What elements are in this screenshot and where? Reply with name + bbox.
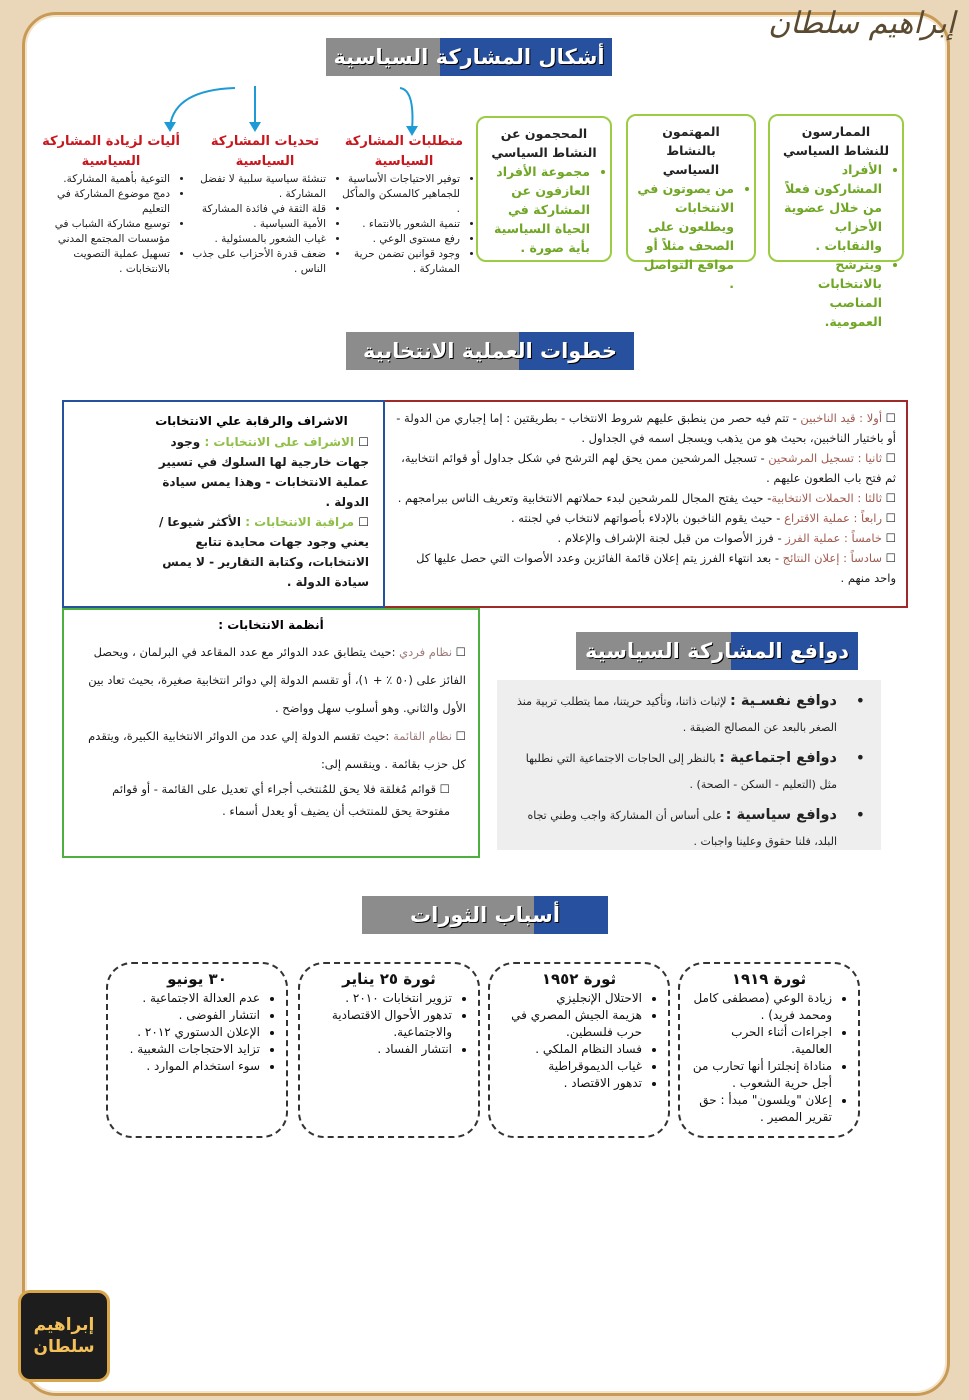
revolution-card-1919 — [678, 962, 860, 1138]
systems-title: أنظمة الانتخابات : — [218, 618, 324, 632]
list-item: • هزيمة الجيش المصري في حرب فلسطين. — [500, 1007, 642, 1041]
list-item: • تنشئة سياسية سلبية لا تفضل المشاركة . — [192, 172, 326, 202]
banner-forms-of-participation: أشكال المشاركة السياسية — [326, 38, 612, 76]
list-item: • مجموعة الأفراد العازفون عن المشاركة في الحياة السياسية بأية صورة . — [486, 162, 590, 257]
author-signature: إبراهيم سلطان — [768, 6, 955, 41]
system-text: :حيث يتطابق عدد الدوائر مع عدد المقاعد في البرلمان ، ويحصل الفائز على (٥٠ ٪ + ١)، أو تقسم الدولة إلي دوائر انتخابية صغيرة، بحيث تعاد بين الأول والثاني. وهو أسلوب سهل وواضح . — [88, 645, 466, 715]
list-item: • انتشار الفوضى . — [118, 1007, 260, 1024]
revolution-title: ثورة ١٩١٩ — [731, 970, 807, 988]
supervision-box — [62, 400, 385, 608]
step-text: - تسجيل المرشحين ممن يحق لهم الترشح في شكل جداول أو قوائم انتخابية، ثم فتح باب الطعون عليهم . — [401, 451, 896, 485]
requirements-column — [336, 132, 472, 277]
arrows-diagram — [150, 78, 430, 138]
list-item: • تزايد الاحتجاجات الشعبية . — [118, 1041, 260, 1058]
list-item: • من يصوتون في الانتخابات ويطلعون على الصحف مثلاً أو مواقع التواصل . — [636, 179, 734, 293]
step-text: - فرز الأصوات من قبل لجنة الإشراف والإعلام . — [557, 531, 786, 545]
revolution-card-june30 — [106, 962, 288, 1138]
supervision-text: وجود جهات خارجية لها السلوك في تسيير عملية الانتخابات - وهذا يمس سيادة الدولة . — [158, 435, 369, 509]
mechanisms-column — [40, 132, 182, 277]
system-item: ☐ نظام فردي :حيث يتطابق عدد الدوائر مع عدد المقاعد في البرلمان ، ويحصل الفائز على (٥٠ ٪ + ١)، أو تقسم الدولة إلي دوائر انتخابية صغيرة، بحيث تعاد بين الأول والثاني. وهو أسلوب سهل وواضح . — [88, 645, 466, 715]
requirements-title: متطلبات المشاركة السياسية — [344, 134, 464, 169]
step-label: سادساً : إعلان النتائج — [782, 551, 883, 565]
motive-text: بالنظر إلى الحاجات الاجتماعية التي نطلبها مثل (التعليم - السكن - الصحة) . — [525, 752, 837, 791]
list-item: • تزوير انتخابات ٢٠١٠ . — [310, 990, 452, 1007]
list-item: • اجراءات أثناء الحرب العالمية. — [690, 1024, 832, 1058]
logo-text: إبراهيم — [33, 1315, 95, 1335]
list-item: • ضعف قدرة الأحزاب على جذب الناس . — [192, 247, 326, 277]
banner-revolution-causes: أسباب الثورات — [362, 896, 608, 934]
banner-election-steps: خطوات العملية الانتخابية — [346, 332, 634, 370]
list-item: • زيادة الوعي (مصطفى كامل ومحمد فريد) . — [690, 990, 832, 1024]
challenges-title: تحديات المشاركة السياسية — [210, 134, 320, 169]
list-item: • توسيع مشاركة الشباب في مؤسسات المجتمع المدني — [40, 217, 170, 247]
step-label: خامساً : عملية الفرز — [785, 531, 883, 545]
supervision-text: الأكثر شيوعا / يعني وجود جهات محايدة تتابع الانتخابات، وكتابة التقارير - لا يمس سيادة الدولة . — [158, 515, 369, 589]
supervision-item: ☐ مراقبة الانتخابات : الأكثر شيوعا / يعني وجود جهات محايدة تتابع الانتخابات، وكتابة التقارير - لا يمس سيادة الدولة . — [158, 515, 369, 589]
motive-label: دوافع اجتماعية : — [719, 750, 837, 766]
step-text: - بعد انتهاء الفرز يتم إعلان قائمة الفائزين وعدد الأصوات التي حصل عليها كل واحد منهم . — [416, 551, 896, 585]
list-item: • ويترشح بالانتخابات المناصب العمومية. — [778, 255, 882, 331]
card-title: المحجمون عن النشاط السياسي — [491, 126, 597, 160]
challenges-column — [192, 132, 338, 277]
motive-text: لإثبات ذاتنا، وتأكيد حريتنا، مما يتطلب تربية منذ الصغر بالبعد عن المصالح الضيقة . — [517, 695, 837, 734]
systems-box — [62, 608, 480, 858]
supervision-label: مراقبة الانتخابات : — [245, 515, 355, 529]
list-item: • تنمية الشعور بالانتماء . — [336, 217, 460, 232]
list-item: • دمج موضوع المشاركة في التعليم — [40, 187, 170, 217]
list-item: • تسهيل عملية التصويت بالانتخابات . — [40, 247, 170, 277]
list-item: • توفير الاحتياجات الأساسية للجماهير كالمسكن والمأكل . — [336, 172, 460, 217]
card-title: الممارسون للنشاط السياسي — [782, 124, 890, 158]
supervision-title: الاشراف والرقابة علي الانتخابات — [155, 414, 348, 428]
step-label: رابعاً : عملية الاقتراع — [784, 511, 883, 525]
step-text: - تتم فيه حصر من ينطبق عليهم شروط الانتخاب - بطريقتين : إما إجباري من الدولة - أو باختيار الناخبين، بحيث هو من يذهب ويسجل اسمه في الجداول . — [396, 411, 896, 445]
list-item: • الاحتلال الإنجليزي — [500, 990, 642, 1007]
motive-item: • دوافع سياسية : على أساس أن المشاركة واجب وطني تجاه البلد، فلنا حقوق وعلينا واجبات . — [527, 805, 865, 848]
motive-item: • دوافع اجتماعية : بالنظر إلى الحاجات الاجتماعية التي نطلبها مثل (التعليم - السكن - الصحة) . — [525, 748, 865, 791]
system-text: قوائم مُغلقة فلا يحق للمُنتخب أجراء أي تعديل على القائمة - أو قوائم مفتوحة يحق للمنتخب أن يضيف أو يعدل أسماء . — [112, 782, 450, 818]
list-item: • مناداة إنجلترا أنها تحارب من أجل حرية الشعوب . — [690, 1058, 832, 1092]
supervision-label: الاشراف على الانتخابات : — [204, 435, 355, 449]
revolution-title: ٣٠ يونيو — [167, 970, 227, 988]
step-item: ☐ ثانيا : تسجيل المرشحين - تسجيل المرشحين ممن يحق لهم الترشح في شكل جداول أو قوائم انتخابية، ثم فتح باب الطعون عليهم . — [401, 451, 896, 485]
list-item: • إعلان "ويلسون" مبدأ : حق تقرير المصير . — [690, 1092, 832, 1126]
system-label: نظام القائمة — [393, 729, 453, 743]
step-label: ثانيا : تسجيل المرشحين — [768, 451, 883, 465]
list-item: • انتشار الفساد . — [310, 1041, 452, 1058]
list-item: • وجود قوانين تضمن حرية المشاركة . — [336, 247, 460, 277]
list-item: • سوء استخدام الموارد . — [118, 1058, 260, 1075]
step-item: ☐ سادساً : إعلان النتائج - بعد انتهاء الفرز يتم إعلان قائمة الفائزين وعدد الأصوات التي حصل عليها كل واحد منهم . — [416, 551, 896, 585]
motives-box — [497, 680, 881, 850]
list-item: • غياب الديموقراطية — [500, 1058, 642, 1075]
step-item: ☐ ثالثا : الحملات الانتخابية- حيث يفتح المجال للمرشحين لبدء حملاتهم الانتخابية وتعريف الناس ببرامجهم . — [397, 491, 896, 505]
supervision-item: ☐ الاشراف على الانتخابات : وجود جهات خارجية لها السلوك في تسيير عملية الانتخابات - وهذا يمس سيادة الدولة . — [158, 435, 369, 509]
motive-label: دوافع نفسـية : — [729, 693, 837, 709]
step-text: - حيث يقوم الناخبون بالإدلاء بأصواتهم لانتخاب في لجنته . — [510, 511, 785, 525]
step-label: ثالثا : الحملات الانتخابية — [771, 491, 883, 505]
banner-motives: دوافع المشاركة السياسية — [576, 632, 858, 670]
step-item: ☐ خامساً : عملية الفرز - فرز الأصوات من قبل لجنة الإشراف والإعلام . — [557, 531, 896, 545]
step-item: ☐ رابعاً : عملية الاقتراع - حيث يقوم الناخبون بالإدلاء بأصواتهم لانتخاب في لجنته . — [510, 511, 896, 525]
list-item: • الأمية السياسية . — [192, 217, 326, 232]
list-item: • الأفراد المشاركون فعلاً من خلال عضوية الأحزاب والنقابات . — [778, 160, 882, 255]
list-item: • فساد النظام الملكي . — [500, 1041, 642, 1058]
revolution-title: ثورة ١٩٥٢ — [541, 970, 617, 988]
system-label: نظام فردي — [399, 645, 453, 659]
system-item: ☐ نظام القائمة :حيث تقسم الدولة إلي عدد من الدوائر الانتخابية الكبيرة، ويتقدم كل حزب بقائمة . وينقسم إلى: — [88, 729, 466, 771]
system-text: :حيث تقسم الدولة إلي عدد من الدوائر الانتخابية الكبيرة، ويتقدم كل حزب بقائمة . وينقسم إلى: — [88, 729, 466, 771]
card-title: المهتمون بالنشاط السياسي — [662, 124, 720, 177]
list-item: • الإعلان الدستوري ٢٠١٢ . — [118, 1024, 260, 1041]
list-item: • تدهور الأحوال الاقتصادية والاجتماعية. — [310, 1007, 452, 1041]
card-practitioners — [768, 114, 904, 329]
list-item: • قلة الثقة في فائدة المشاركة — [192, 202, 326, 217]
revolution-title: ثورة ٢٥ يناير — [342, 970, 436, 988]
step-item: ☐ أولا : قيد الناخبين - تتم فيه حصر من ينطبق عليهم شروط الانتخاب - بطريقتين : إما إجباري من الدولة - أو باختيار الناخبين، بحيث هو من يذهب ويسجل اسمه في الجداول . — [396, 411, 896, 445]
revolution-card-jan25 — [298, 962, 480, 1138]
mechanisms-title: أليات لزيادة المشاركة السياسية — [42, 134, 180, 169]
list-item: • غياب الشعور بالمسئولية . — [192, 232, 326, 247]
list-item: • التوعية بأهمية المشاركة. — [40, 172, 170, 187]
motive-label: دوافع سياسية : — [725, 807, 837, 823]
logo-text: سلطان — [33, 1337, 95, 1357]
motive-text: على أساس أن المشاركة واجب وطني تجاه البلد، فلنا حقوق وعلينا واجبات . — [527, 809, 837, 848]
list-item: • تدهور الاقتصاد . — [500, 1075, 642, 1092]
card-abstainers — [476, 116, 612, 262]
steps-box — [383, 400, 908, 608]
system-item: ☐ قوائم مُغلقة فلا يحق للمُنتخب أجراء أي تعديل على القائمة - أو قوائم مفتوحة يحق للمنتخب أن يضيف أو يعدل أسماء . — [112, 782, 450, 818]
step-label: أولا : قيد الناخبين — [800, 411, 883, 425]
card-interested — [626, 114, 756, 291]
motive-item: • دوافع نفسـية : لإثبات ذاتنا، وتأكيد حريتنا، مما يتطلب تربية منذ الصغر بالبعد عن المصالح الضيقة . — [517, 691, 865, 734]
list-item: • عدم العدالة الاجتماعية . — [118, 990, 260, 1007]
revolution-card-1952 — [488, 962, 670, 1138]
step-text: - حيث يفتح المجال للمرشحين لبدء حملاتهم الانتخابية وتعريف الناس ببرامجهم . — [397, 491, 772, 505]
list-item: • رفع مستوى الوعي . — [336, 232, 460, 247]
brand-logo — [18, 1290, 110, 1382]
